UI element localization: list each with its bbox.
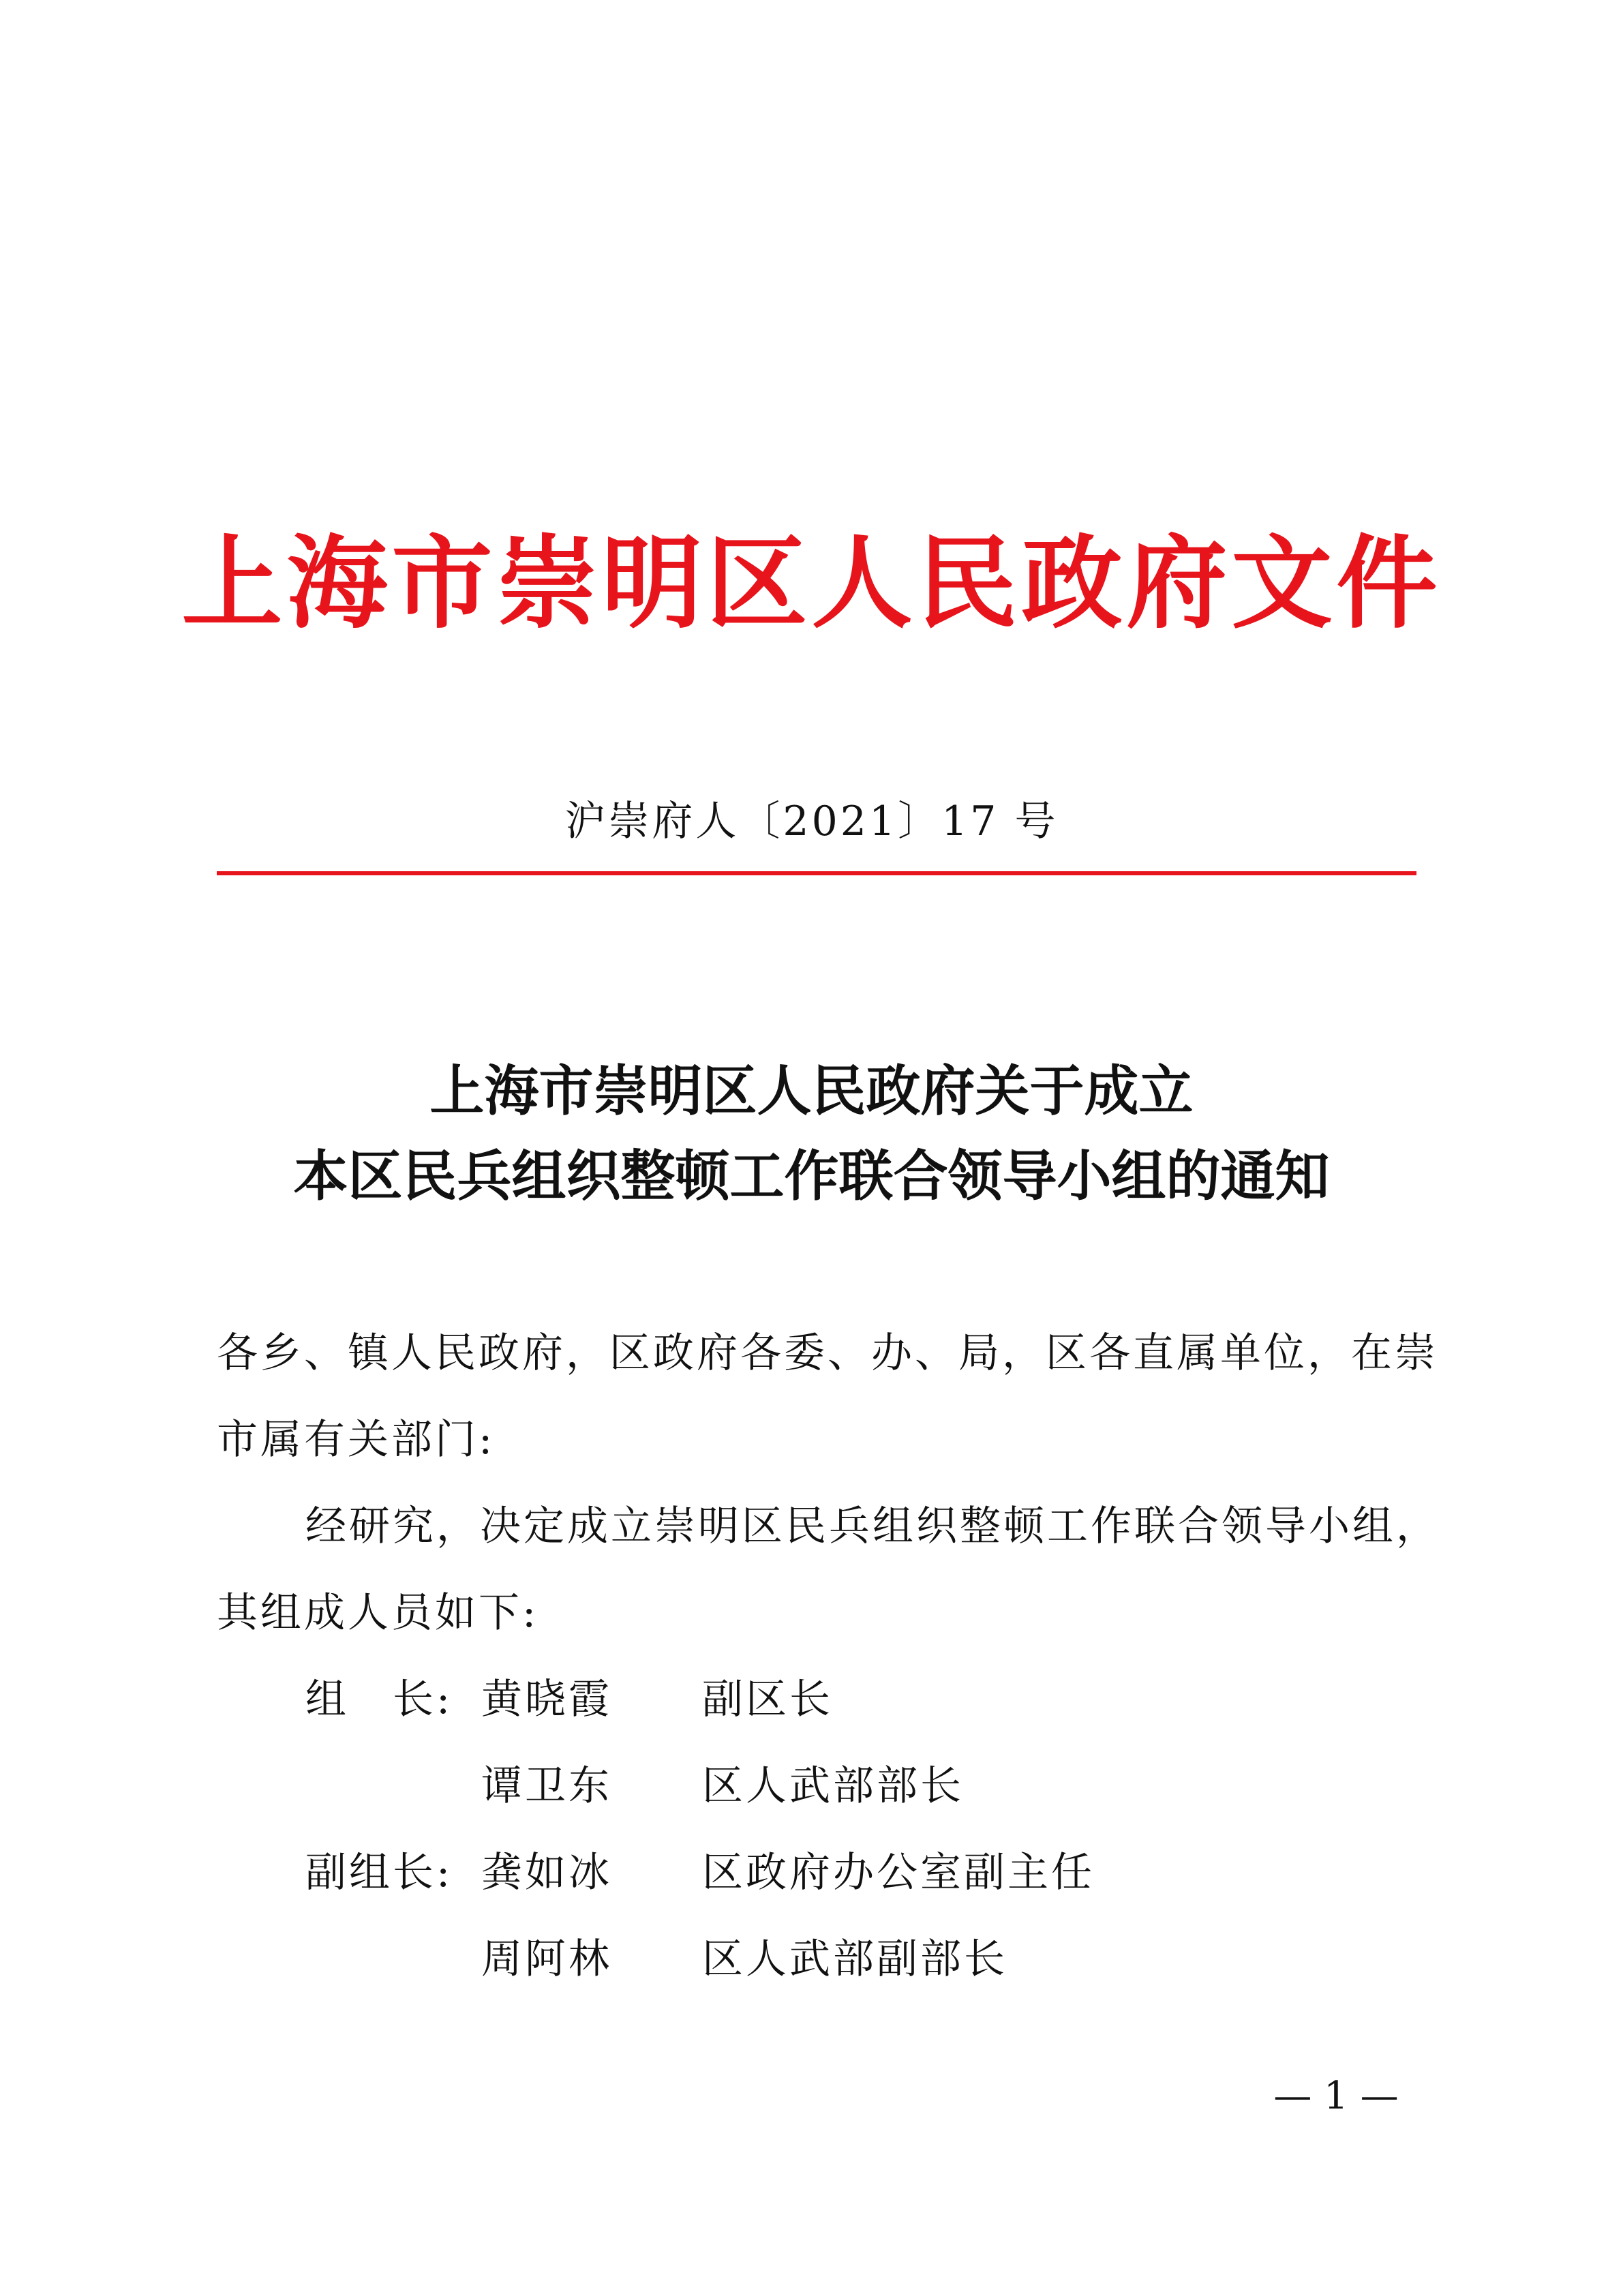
member-role: 组 长: (305, 1676, 453, 1723)
member-role (305, 1752, 483, 1820)
document-number: 沪崇府人〔2021〕17 号 (564, 798, 1059, 845)
member-name: 龚如冰 (481, 1849, 612, 1897)
addressee-line-1: 各乡、镇人民政府，区政府各委、办、局，区各直属单位，在崇 (217, 1329, 1438, 1377)
member-role: 副组长: (305, 1849, 453, 1897)
notice-title-line-2: 本区民兵组织整顿工作联合领导小组的通知 (293, 1144, 1330, 1208)
member-title: 副区长 (702, 1676, 833, 1723)
intro-line-1: 经研究，决定成立崇明区民兵组织整顿工作联合领导小组， (305, 1502, 1440, 1550)
intro-line-2: 其组成人员如下: (217, 1589, 539, 1637)
masthead-title: 上海市崇明区人民政府文件 (181, 524, 1442, 642)
member-name: 黄晓霞 (481, 1676, 612, 1723)
member-title: 区人武部副部长 (702, 1935, 1007, 1983)
member-title: 区政府办公室副主任 (702, 1849, 1095, 1897)
red-divider (217, 871, 1416, 875)
page-number: — 1 — (1273, 2074, 1399, 2118)
member-name: 周阿林 (481, 1935, 612, 1983)
member-title: 区人武部部长 (702, 1762, 964, 1810)
member-role (305, 1925, 483, 1993)
member-name: 谭卫东 (481, 1762, 612, 1810)
addressee-line-2: 市属有关部门: (217, 1416, 496, 1464)
notice-title-line-1: 上海市崇明区人民政府关于成立 (429, 1059, 1194, 1123)
